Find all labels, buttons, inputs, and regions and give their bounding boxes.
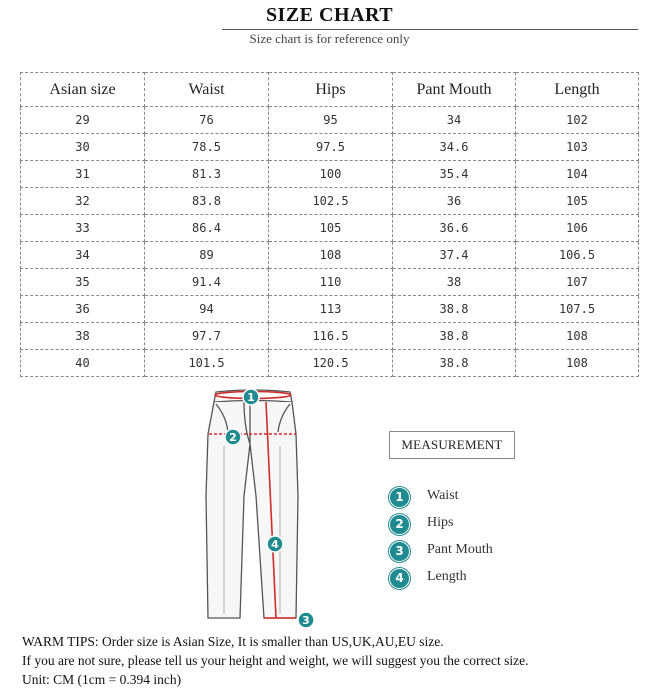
cell-length: 106 <box>516 215 639 242</box>
legend-number-icon: 2 <box>389 514 410 535</box>
cell-asian-size: 31 <box>21 161 145 188</box>
cell-length: 106.5 <box>516 242 639 269</box>
table-row <box>21 350 639 377</box>
table-row <box>21 188 639 215</box>
marker-3-label: 3 <box>302 614 310 627</box>
cell-pant-mouth: 37.4 <box>393 242 516 269</box>
cell-waist: 89 <box>145 242 269 269</box>
cell-hips: 95 <box>269 107 393 134</box>
legend-number-icon: 4 <box>389 568 410 589</box>
table-header-row <box>21 73 639 107</box>
column-header-length: Length <box>516 73 639 107</box>
table-row <box>21 161 639 188</box>
table-row <box>21 215 639 242</box>
cell-asian-size: 30 <box>21 134 145 161</box>
cell-hips: 97.5 <box>269 134 393 161</box>
legend-number-icon: 3 <box>389 541 410 562</box>
legend-label: Hips <box>427 515 454 530</box>
page-subtitle: Size chart is for reference only <box>249 31 410 46</box>
cell-waist: 83.8 <box>145 188 269 215</box>
cell-waist: 78.5 <box>145 134 269 161</box>
column-header-pant-mouth: Pant Mouth <box>393 73 516 107</box>
marker-1-label: 1 <box>247 391 255 404</box>
cell-pant-mouth: 36.6 <box>393 215 516 242</box>
cell-pant-mouth: 38.8 <box>393 350 516 377</box>
cell-asian-size: 33 <box>21 215 145 242</box>
cell-asian-size: 40 <box>21 350 145 377</box>
cell-waist: 81.3 <box>145 161 269 188</box>
cell-hips: 110 <box>269 269 393 296</box>
cell-pant-mouth: 36 <box>393 188 516 215</box>
marker-2 <box>225 429 241 445</box>
warm-tips-line: WARM TIPS: Order size is Asian Size, It is smaller than US,UK,AU,EU size. <box>22 634 444 649</box>
table-row <box>21 323 639 350</box>
legend-label: Length <box>427 569 467 584</box>
cell-hips: 120.5 <box>269 350 393 377</box>
cell-asian-size: 36 <box>21 296 145 323</box>
size-table <box>20 72 639 377</box>
cell-waist: 86.4 <box>145 215 269 242</box>
marker-4 <box>267 536 283 552</box>
cell-length: 105 <box>516 188 639 215</box>
cell-length: 107.5 <box>516 296 639 323</box>
unit-note: Unit: CM (1cm = 0.394 inch) <box>22 672 182 687</box>
cell-waist: 101.5 <box>145 350 269 377</box>
cell-length: 102 <box>516 107 639 134</box>
cell-hips: 100 <box>269 161 393 188</box>
cell-asian-size: 38 <box>21 323 145 350</box>
page-title: SIZE CHART <box>265 4 394 26</box>
cell-pant-mouth: 38 <box>393 269 516 296</box>
cell-length: 107 <box>516 269 639 296</box>
cell-hips: 108 <box>269 242 393 269</box>
pants-outline <box>206 390 298 618</box>
pants-diagram <box>200 386 324 630</box>
legend-number-icon: 1 <box>389 487 410 508</box>
legend-label: Pant Mouth <box>427 542 493 557</box>
title-divider <box>222 29 638 30</box>
table-row <box>21 107 639 134</box>
cell-length: 108 <box>516 350 639 377</box>
measurement-heading: MEASUREMENT <box>389 431 515 459</box>
table-row <box>21 296 639 323</box>
cell-length: 108 <box>516 323 639 350</box>
cell-hips: 113 <box>269 296 393 323</box>
cell-waist: 76 <box>145 107 269 134</box>
cell-waist: 94 <box>145 296 269 323</box>
cell-hips: 102.5 <box>269 188 393 215</box>
marker-1 <box>243 389 259 405</box>
cell-hips: 105 <box>269 215 393 242</box>
cell-length: 103 <box>516 134 639 161</box>
table-row <box>21 242 639 269</box>
table-row <box>21 269 639 296</box>
cell-pant-mouth: 34.6 <box>393 134 516 161</box>
marker-3 <box>298 612 314 628</box>
cell-asian-size: 29 <box>21 107 145 134</box>
cell-pant-mouth: 35.4 <box>393 161 516 188</box>
warm-tips <box>22 632 528 689</box>
cell-pant-mouth: 38.8 <box>393 296 516 323</box>
marker-2-label: 2 <box>229 431 237 444</box>
cell-waist: 97.7 <box>145 323 269 350</box>
cell-hips: 116.5 <box>269 323 393 350</box>
cell-length: 104 <box>516 161 639 188</box>
column-header-waist: Waist <box>145 73 269 107</box>
cell-asian-size: 34 <box>21 242 145 269</box>
marker-4-label: 4 <box>271 538 279 551</box>
cell-waist: 91.4 <box>145 269 269 296</box>
legend-label: Waist <box>427 488 459 503</box>
column-header-asian-size: Asian size <box>21 73 145 107</box>
table-row <box>21 134 639 161</box>
cell-pant-mouth: 34 <box>393 107 516 134</box>
cell-asian-size: 32 <box>21 188 145 215</box>
warm-tips-line: If you are not sure, please tell us your height and weight, we will suggest you the correct size. <box>22 653 529 668</box>
cell-asian-size: 35 <box>21 269 145 296</box>
column-header-hips: Hips <box>269 73 393 107</box>
cell-pant-mouth: 38.8 <box>393 323 516 350</box>
